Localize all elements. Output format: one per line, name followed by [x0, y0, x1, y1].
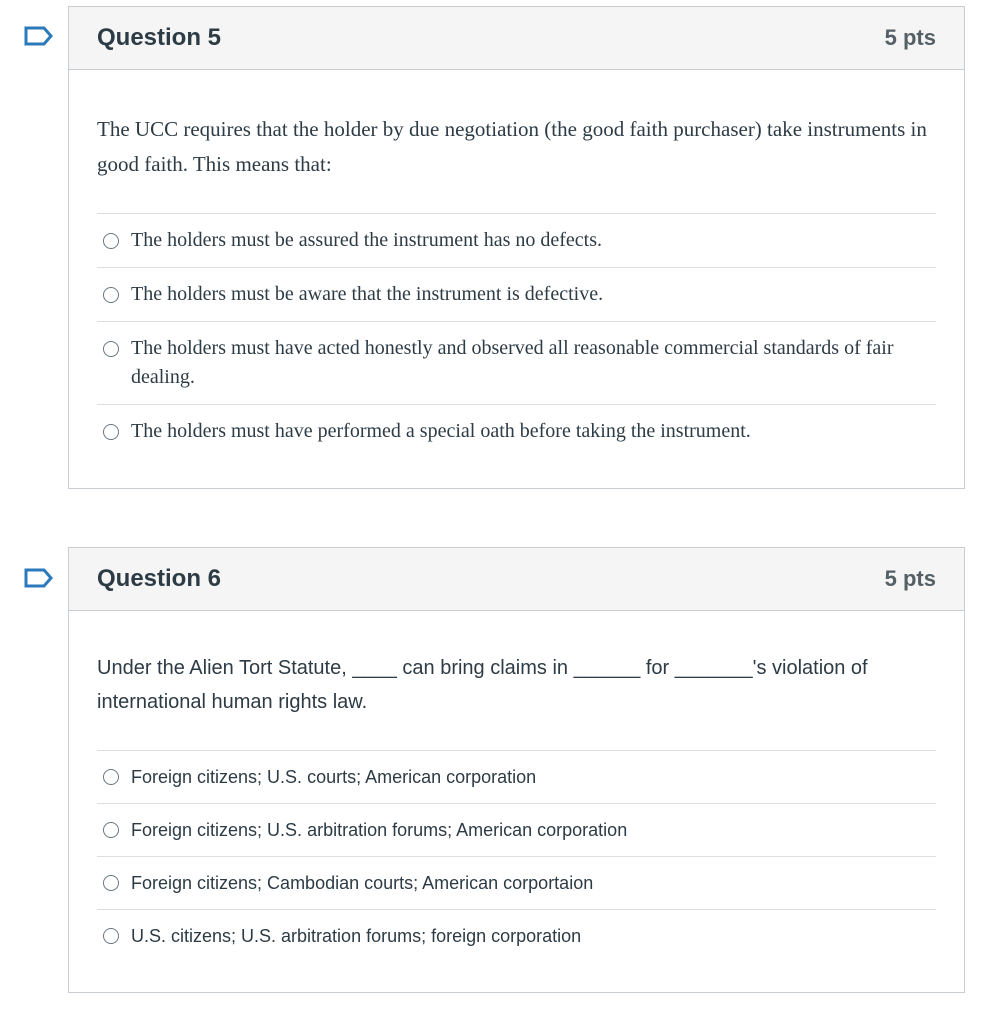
- answer-option[interactable]: [97, 910, 936, 962]
- answer-list: [97, 213, 936, 458]
- radio-button-icon[interactable]: [103, 341, 119, 357]
- question-title: Question 6: [97, 565, 222, 592]
- flag-question-6-icon[interactable]: [24, 568, 54, 588]
- question-points: 5 pts: [884, 566, 936, 591]
- answer-label: Foreign citizens; U.S. courts; American corporation: [131, 767, 537, 787]
- answer-option[interactable]: [97, 268, 936, 322]
- radio-button-icon[interactable]: [103, 233, 119, 249]
- radio-button-icon[interactable]: [103, 875, 119, 891]
- question-text: The UCC requires that the holder by due negotiation (the good faith purchaser) take instruments in good faith. This means that:: [97, 117, 927, 176]
- question-5-card: [68, 6, 965, 489]
- answer-option[interactable]: [97, 804, 936, 857]
- flag-question-5-icon[interactable]: [24, 26, 54, 46]
- answer-option[interactable]: [97, 214, 936, 268]
- answer-label: The holders must be assured the instrument has no defects.: [131, 229, 602, 251]
- question-points: 5 pts: [884, 25, 936, 50]
- radio-button-icon[interactable]: [103, 287, 119, 303]
- answer-label: The holders must be aware that the instrument is defective.: [131, 283, 604, 305]
- question-text: Under the Alien Tort Statute, ____ can bring claims in ______ for _______'s violation of international human rights law.: [97, 657, 868, 713]
- answer-label: U.S. citizens; U.S. arbitration forums; foreign corporation: [131, 926, 582, 946]
- radio-button-icon[interactable]: [103, 822, 119, 838]
- answer-option[interactable]: [97, 857, 936, 910]
- answer-label: Foreign citizens; Cambodian courts; American corportaion: [131, 873, 594, 893]
- answer-option[interactable]: [97, 751, 936, 804]
- question-title: Question 5: [97, 24, 222, 51]
- answer-list: [97, 750, 936, 962]
- question-header: [69, 7, 964, 70]
- answer-option[interactable]: [97, 405, 936, 458]
- answer-label: Foreign citizens; U.S. arbitration forums; American corporation: [131, 820, 628, 840]
- radio-button-icon[interactable]: [103, 928, 119, 944]
- question-6-card: [68, 547, 965, 993]
- answer-label: The holders must have performed a special oath before taking the instrument.: [131, 420, 751, 442]
- answer-label: The holders must have acted honestly and observed all reasonable commercial standards of fair dealing.: [131, 337, 894, 388]
- question-header: [69, 548, 964, 611]
- answer-option[interactable]: [97, 322, 936, 405]
- radio-button-icon[interactable]: [103, 769, 119, 785]
- radio-button-icon[interactable]: [103, 424, 119, 440]
